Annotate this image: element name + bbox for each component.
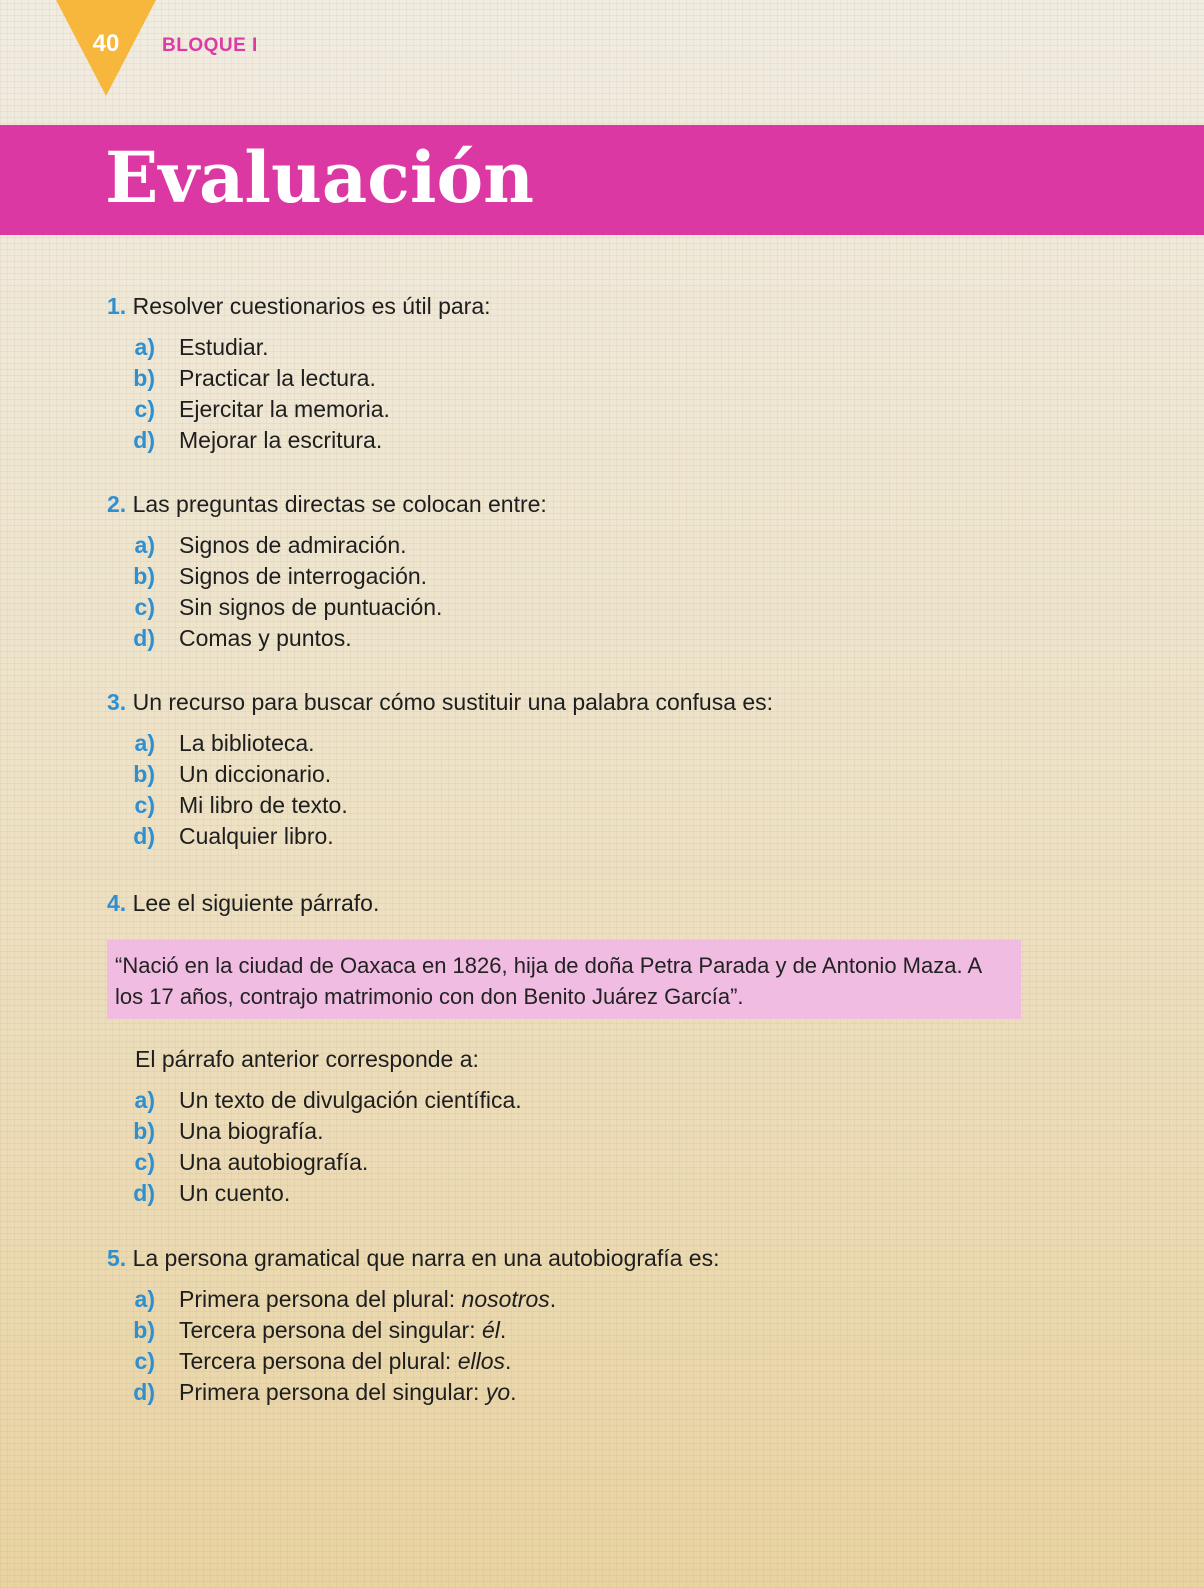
- option-end: .: [499, 1317, 507, 1343]
- option-text: Una autobiografía.: [179, 1149, 369, 1175]
- option-text: Comas y puntos.: [179, 625, 352, 651]
- option-letter: a): [134, 1087, 155, 1113]
- question-text: Las preguntas directas se colocan entre:: [132, 491, 547, 517]
- question-1: [107, 291, 491, 321]
- option-a: [133, 530, 442, 561]
- option-letter: c): [134, 594, 155, 620]
- page-number-marker: [56, 0, 156, 96]
- question-4: [107, 888, 379, 918]
- question-text: La persona gramatical que narra en una autobiografía es:: [132, 1245, 720, 1271]
- option-text: Un texto de divulgación científica.: [179, 1087, 522, 1113]
- option-letter: d): [133, 823, 155, 849]
- option-letter: d): [133, 625, 155, 651]
- option-text: La biblioteca.: [179, 730, 315, 756]
- option-italic-term: él: [482, 1317, 500, 1343]
- option-text: Mejorar la escritura.: [179, 427, 383, 453]
- option-text: Primera persona del singular:: [179, 1379, 486, 1405]
- option-letter: d): [133, 427, 155, 453]
- option-c: [133, 592, 442, 623]
- option-d: [133, 821, 348, 852]
- option-letter: d): [133, 1180, 155, 1206]
- block-label: BLOQUE I: [162, 35, 258, 56]
- option-text: Primera persona del plural:: [179, 1286, 462, 1312]
- options-list-2: [133, 530, 442, 654]
- option-text: Un cuento.: [179, 1180, 291, 1206]
- option-a: [133, 1085, 522, 1116]
- question-text: Resolver cuestionarios es útil para:: [132, 293, 491, 319]
- question-number: 5.: [107, 1245, 127, 1271]
- question-5: [107, 1243, 719, 1273]
- page-number: 40: [92, 30, 120, 57]
- question-4-intro: El párrafo anterior corresponde a:: [135, 1046, 479, 1072]
- option-letter: c): [134, 1149, 155, 1175]
- option-italic-term: ellos: [457, 1348, 506, 1374]
- question-number: 1.: [107, 293, 127, 319]
- option-text: Una biografía.: [179, 1118, 324, 1144]
- option-a: [133, 332, 390, 363]
- option-letter: d): [133, 1379, 155, 1405]
- option-text: Tercera persona del plural:: [179, 1348, 458, 1374]
- question-number: 3.: [107, 689, 127, 715]
- option-text: Signos de interrogación.: [179, 563, 428, 589]
- option-b: [133, 1315, 556, 1346]
- option-letter: a): [134, 334, 155, 360]
- option-text: Estudiar.: [179, 334, 269, 360]
- option-letter: c): [134, 1348, 155, 1374]
- option-letter: b): [133, 1317, 155, 1343]
- option-b: [133, 363, 390, 394]
- option-text: Practicar la lectura.: [179, 365, 376, 391]
- option-a: [133, 1284, 556, 1315]
- option-a: [133, 728, 348, 759]
- option-end: .: [510, 1379, 517, 1405]
- option-italic-term: nosotros: [461, 1286, 550, 1312]
- question-text: Lee el siguiente párrafo.: [132, 890, 380, 916]
- page-title: Evaluación: [105, 136, 535, 219]
- option-end: .: [505, 1348, 512, 1374]
- option-c: [133, 1346, 556, 1377]
- question-number: 2.: [107, 491, 127, 517]
- option-text: Sin signos de puntuación.: [179, 594, 443, 620]
- option-d: [133, 1377, 556, 1408]
- options-list-5: [133, 1284, 556, 1408]
- options-list-4: [133, 1085, 522, 1209]
- option-letter: a): [134, 532, 155, 558]
- option-c: [133, 394, 390, 425]
- option-text: Ejercitar la memoria.: [179, 396, 390, 422]
- options-list-1: [133, 332, 390, 456]
- option-letter: c): [134, 792, 155, 818]
- option-letter: a): [134, 1286, 155, 1312]
- option-letter: b): [133, 1118, 155, 1144]
- option-italic-term: yo: [485, 1379, 511, 1405]
- question-3: [107, 687, 773, 717]
- quote-box: [107, 940, 1021, 1019]
- question-number: 4.: [107, 890, 127, 916]
- question-2: [107, 489, 547, 519]
- option-text: Signos de admiración.: [179, 532, 407, 558]
- option-letter: c): [134, 396, 155, 422]
- option-letter: b): [133, 761, 155, 787]
- option-letter: b): [133, 365, 155, 391]
- option-c: [133, 790, 348, 821]
- question-text: Un recurso para buscar cómo sustituir una palabra confusa es:: [132, 689, 774, 715]
- option-text: Un diccionario.: [179, 761, 332, 787]
- option-letter: b): [133, 563, 155, 589]
- option-d: [133, 1178, 522, 1209]
- quote-text: “Nació en la ciudad de Oaxaca en 1826, hija de doña Petra Parada y de Antonio Maza. A los 17 años, contrajo matrimonio con don Benito Juárez García”.: [115, 953, 981, 1009]
- option-end: .: [549, 1286, 557, 1312]
- option-c: [133, 1147, 522, 1178]
- option-text: Cualquier libro.: [179, 823, 334, 849]
- option-b: [133, 561, 442, 592]
- option-b: [133, 759, 348, 790]
- option-b: [133, 1116, 522, 1147]
- option-text: Tercera persona del singular:: [179, 1317, 482, 1343]
- options-list-3: [133, 728, 348, 852]
- option-letter: a): [134, 730, 155, 756]
- option-d: [133, 425, 390, 456]
- option-d: [133, 623, 442, 654]
- option-text: Mi libro de texto.: [179, 792, 348, 818]
